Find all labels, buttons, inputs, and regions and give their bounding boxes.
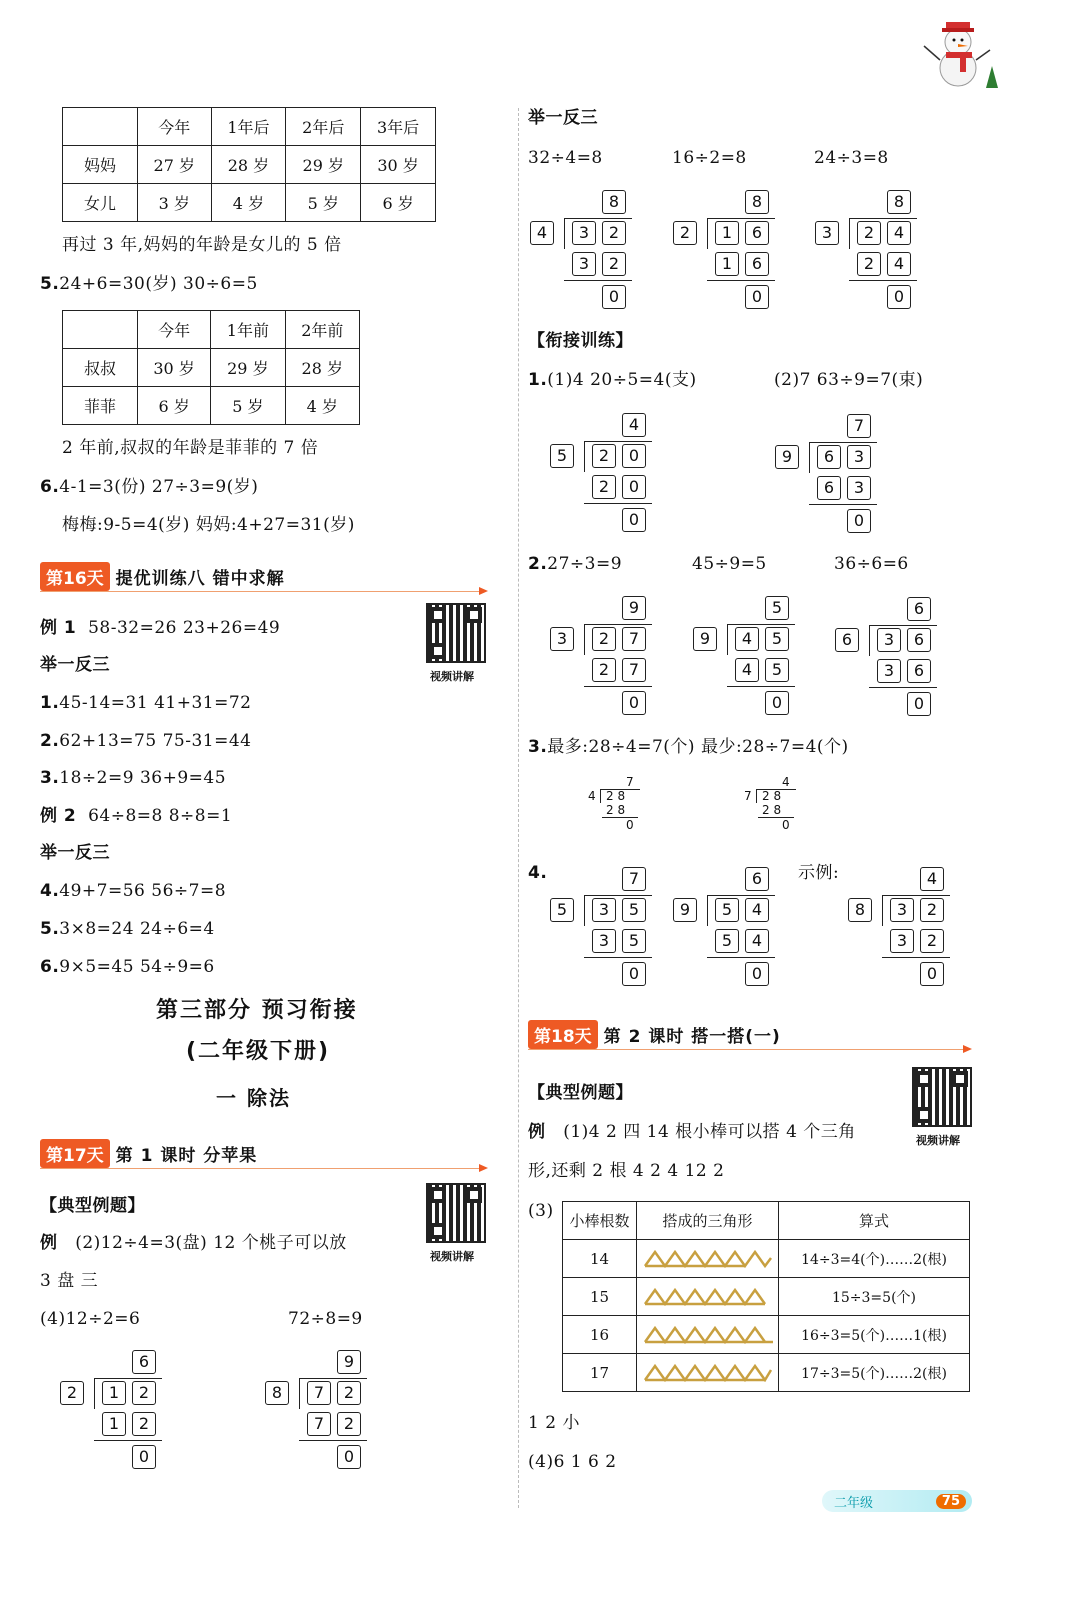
product-box: 3	[877, 659, 901, 683]
example-2: 例 2 64÷8=8 8÷8=1	[40, 806, 233, 826]
product-box: 6	[745, 252, 769, 276]
quotient-box: 7	[622, 867, 646, 891]
division-bar	[299, 1378, 367, 1379]
dividend: 2 8	[762, 789, 782, 803]
day-badge: 第18天	[528, 1020, 598, 1049]
example-line2: 3 盘 三	[40, 1271, 99, 1291]
product-box: 5	[622, 929, 646, 953]
header-underline	[40, 1168, 484, 1169]
bridge-training-heading: 【衔接训练】	[528, 331, 633, 351]
dividend-box: 4	[887, 221, 911, 245]
dividend-box: 2	[592, 627, 616, 651]
dividend-box: 3	[877, 628, 901, 652]
division-bar	[727, 624, 795, 625]
division-bar	[707, 895, 775, 896]
product-box: 2	[857, 252, 881, 276]
quotient-box: 4	[920, 867, 944, 891]
subtract-line	[849, 280, 917, 281]
product: 2 8	[762, 803, 782, 817]
day16-header	[40, 562, 285, 590]
product-box: 0	[622, 475, 646, 499]
subtract-line	[584, 503, 652, 504]
product-box: 6	[817, 476, 841, 500]
product-box: 2	[132, 1412, 156, 1436]
remainder-box: 0	[907, 692, 931, 716]
quotient-box: 5	[765, 596, 789, 620]
division-bar	[94, 1378, 162, 1379]
subtract-line	[94, 1440, 162, 1441]
divisor-box: 5	[550, 444, 574, 468]
divisor-box: 5	[550, 898, 574, 922]
product-box: 4	[887, 252, 911, 276]
division-bar	[707, 218, 775, 219]
subtract-line	[707, 280, 775, 281]
subtract-line	[727, 686, 795, 687]
division-bracket	[600, 789, 601, 803]
example-note: 示例:	[798, 863, 840, 883]
quotient-box: 8	[745, 190, 769, 214]
list-item: 3.18÷2=9 36+9=45	[40, 768, 227, 788]
remainder-box: 0	[622, 508, 646, 532]
quotient-box: 4	[622, 413, 646, 437]
remainder-box: 0	[622, 691, 646, 715]
question-4: (4)6 1 6 2	[528, 1452, 617, 1472]
product-box: 4	[745, 929, 769, 953]
qr-label: 视频讲解	[430, 1250, 474, 1263]
subtract-line	[809, 504, 877, 505]
subtract-line	[882, 957, 950, 958]
remainder-box: 0	[887, 285, 911, 309]
product-box: 4	[735, 658, 759, 682]
dividend-box: 2	[602, 221, 626, 245]
product-box: 2	[337, 1412, 361, 1436]
example-1: 例 1 58-32=26 23+26=49	[40, 618, 281, 638]
stick-triangles-icon	[643, 1364, 773, 1382]
lesson-title: 第 2 课时 搭一搭(一)	[603, 1026, 781, 1047]
age-table-mother: 今年 1年后 2年后 3年后 妈妈 27 岁 28 岁 29 岁 30 岁 女儿 3 岁 4 岁 5 岁 6 岁	[62, 107, 436, 222]
day18-header	[528, 1020, 781, 1048]
divisor-box: 9	[775, 445, 799, 469]
division-bracket	[727, 625, 728, 655]
day17-header	[40, 1139, 257, 1167]
product-box: 2	[920, 929, 944, 953]
division-bracket	[707, 219, 708, 249]
dividend-box: 2	[132, 1381, 156, 1405]
dividend-box: 0	[622, 444, 646, 468]
question-6-line2: 梅梅:9-5=4(岁) 妈妈:4+27=31(岁)	[62, 515, 355, 535]
equation: 24÷3=8	[814, 148, 889, 168]
product-box: 5	[715, 929, 739, 953]
remainder-box: 0	[602, 285, 626, 309]
stick-triangles-icon	[643, 1250, 773, 1268]
practice-heading: 举一反三	[40, 655, 110, 675]
divisor-box: 4	[530, 221, 554, 245]
header-underline	[40, 591, 484, 592]
dividend-box: 4	[735, 627, 759, 651]
dividend-box: 6	[907, 628, 931, 652]
equation: 36÷6=6	[834, 554, 909, 574]
bridge-q2: 2.27÷3=9	[528, 554, 623, 574]
division-bracket	[707, 896, 708, 926]
subtract-line	[584, 957, 652, 958]
list-item: 2.62+13=75 75-31=44	[40, 731, 252, 751]
dividend-box: 7	[622, 627, 646, 651]
practice-heading: 举一反三	[40, 843, 110, 863]
product-box: 2	[592, 475, 616, 499]
quotient-box: 6	[132, 1350, 156, 1374]
subtract-line	[707, 957, 775, 958]
quotient-box: 8	[887, 190, 911, 214]
footer-badge	[822, 1490, 972, 1512]
dividend-box: 3	[890, 898, 914, 922]
equation: 45÷9=5	[692, 554, 767, 574]
dividend-box: 3	[572, 221, 596, 245]
product-box: 1	[715, 252, 739, 276]
product-box: 1	[102, 1412, 126, 1436]
qr-label: 视频讲解	[916, 1134, 960, 1147]
age-table-uncle: 今年 1年前 2年前 叔叔 30 岁 29 岁 28 岁 菲菲 6 岁 5 岁 4 岁	[62, 310, 360, 425]
dividend-box: 2	[337, 1381, 361, 1405]
bridge-q4: 4.	[528, 863, 548, 883]
practice-heading: 举一反三	[528, 108, 598, 128]
subtract-line	[299, 1440, 367, 1441]
product-box: 2	[602, 252, 626, 276]
division-bar	[584, 441, 652, 442]
dividend-box: 2	[592, 444, 616, 468]
product: 2 8	[606, 803, 626, 817]
divisor-box: 9	[693, 627, 717, 651]
triangle-table: 小棒根数 搭成的三角形 算式 14 14÷3=4(个)……2(根) 15 15÷3=5(个) 16 16÷3=5(个)……1(根) 17 17÷3=5(个)……2(根)	[562, 1201, 970, 1392]
quotient-box: 9	[337, 1350, 361, 1374]
product-box: 6	[907, 659, 931, 683]
dividend-box: 2	[857, 221, 881, 245]
bridge-q3: 3.最多:28÷4=7(个) 最少:28÷7=4(个)	[528, 737, 849, 757]
divisor-box: 3	[550, 627, 574, 651]
day-badge: 第17天	[40, 1139, 110, 1168]
divisor-box: 8	[848, 898, 872, 922]
quotient: 7	[626, 775, 634, 789]
division-bracket	[869, 626, 870, 656]
divisor-box: 9	[673, 898, 697, 922]
remainder-box: 0	[132, 1445, 156, 1469]
question-4a: (4)12÷2=6	[40, 1309, 141, 1329]
division-bracket	[809, 443, 810, 473]
division-bracket	[299, 1379, 300, 1409]
remainder-box: 0	[920, 962, 944, 986]
question-6: 6.4-1=3(份) 27÷3=9(岁)	[40, 477, 259, 497]
quotient-box: 7	[847, 414, 871, 438]
list-item: 1.45-14=31 41+31=72	[40, 693, 252, 713]
example: 例 (1)4 2 四 14 根小棒可以搭 4 个三角	[528, 1122, 856, 1142]
division-bracket	[849, 219, 850, 249]
dividend-box: 6	[745, 221, 769, 245]
dividend-box: 2	[920, 898, 944, 922]
list-item: 5.3×8=24 24÷6=4	[40, 919, 215, 939]
remainder-box: 0	[622, 962, 646, 986]
division-bar	[849, 218, 917, 219]
quotient: 4	[782, 775, 790, 789]
subtract-line	[584, 686, 652, 687]
answer-line: 1 2 小	[528, 1413, 580, 1433]
dividend-box: 5	[622, 898, 646, 922]
product-box: 3	[890, 929, 914, 953]
list-item: 6.9×5=45 54÷9=6	[40, 957, 215, 977]
table-label: (3)	[528, 1201, 554, 1221]
subtract-line	[564, 280, 632, 281]
divisor-box: 8	[265, 1381, 289, 1405]
product-box: 2	[592, 658, 616, 682]
remainder: 0	[782, 818, 790, 832]
stick-triangles-icon	[643, 1326, 773, 1344]
snowman-icon	[920, 16, 1000, 92]
dividend-box: 5	[765, 627, 789, 651]
division-bracket	[584, 625, 585, 655]
subtract-line	[869, 687, 937, 688]
division-bar	[584, 895, 652, 896]
remainder-box: 0	[745, 962, 769, 986]
qr-code-icon[interactable]	[912, 1067, 972, 1127]
remainder: 0	[626, 818, 634, 832]
qr-label: 视频讲解	[430, 670, 474, 683]
quotient-box: 9	[622, 596, 646, 620]
bridge-q1b: (2)7 63÷9=7(束)	[774, 370, 924, 390]
division-bracket	[584, 896, 585, 926]
stick-triangles-icon	[643, 1288, 773, 1306]
division-bar	[869, 625, 937, 626]
part-subtitle: (二年级下册)	[186, 1039, 331, 1064]
question-5: 5.24+6=30(岁) 30÷6=5	[40, 274, 258, 294]
column-divider	[518, 108, 519, 1508]
grade-label: 二年级	[834, 1495, 874, 1511]
product-box: 3	[847, 476, 871, 500]
answer-line: 2 年前,叔叔的年龄是菲菲的 7 倍	[62, 438, 319, 458]
division-bracket	[882, 896, 883, 926]
list-item: 4.49+7=56 56÷7=8	[40, 881, 227, 901]
qr-code-icon[interactable]	[426, 1183, 486, 1243]
product-box: 3	[592, 929, 616, 953]
dividend-box: 6	[817, 445, 841, 469]
division-bar	[882, 895, 950, 896]
dividend-box: 5	[715, 898, 739, 922]
remainder-box: 0	[745, 285, 769, 309]
division-bar	[584, 624, 652, 625]
dividend-box: 3	[847, 445, 871, 469]
divisor: 7	[744, 789, 752, 803]
header-underline	[528, 1049, 968, 1050]
answer-line: 再过 3 年,妈妈的年龄是女儿的 5 倍	[62, 235, 342, 255]
dividend-box: 7	[307, 1381, 331, 1405]
example: 例 (2)12÷4=3(盘) 12 个桃子可以放	[40, 1233, 347, 1253]
divisor-box: 3	[815, 221, 839, 245]
remainder-box: 0	[765, 691, 789, 715]
quotient-box: 8	[602, 190, 626, 214]
product-box: 5	[765, 658, 789, 682]
equation: 32÷4=8	[528, 148, 603, 168]
division-bar	[809, 442, 877, 443]
lesson-title: 第 1 课时 分苹果	[115, 1145, 258, 1166]
qr-code-icon[interactable]	[426, 603, 486, 663]
example-heading: 【典型例题】	[40, 1196, 145, 1216]
division-bracket	[756, 789, 757, 803]
product-box: 7	[307, 1412, 331, 1436]
bridge-q1: 1.(1)4 20÷5=4(支)	[528, 370, 697, 390]
dividend-box: 3	[592, 898, 616, 922]
remainder-box: 0	[337, 1445, 361, 1469]
quotient-box: 6	[745, 867, 769, 891]
unit-title: 一 除法	[216, 1086, 291, 1110]
question-4b: 72÷8=9	[288, 1309, 363, 1329]
divisor: 4	[588, 789, 596, 803]
dividend-box: 4	[745, 898, 769, 922]
divisor-box: 2	[60, 1381, 84, 1405]
example-heading: 【典型例题】	[528, 1083, 633, 1103]
division-bracket	[564, 219, 565, 249]
dividend: 2 8	[606, 789, 626, 803]
division-bar	[564, 218, 632, 219]
division-bracket	[584, 442, 585, 472]
quotient-box: 6	[907, 597, 931, 621]
dividend-box: 1	[715, 221, 739, 245]
divisor-box: 6	[835, 628, 859, 652]
equation: 16÷2=8	[672, 148, 747, 168]
product-box: 3	[572, 252, 596, 276]
page-number: 75	[936, 1494, 966, 1509]
lesson-title: 提优训练八 错中求解	[115, 568, 285, 589]
divisor-box: 2	[673, 221, 697, 245]
product-box: 7	[622, 658, 646, 682]
remainder-box: 0	[847, 509, 871, 533]
day-badge: 第16天	[40, 562, 110, 591]
part-title: 第三部分 预习衔接	[156, 998, 358, 1023]
dividend-box: 1	[102, 1381, 126, 1405]
division-bracket	[94, 1379, 95, 1409]
example-line2: 形,还剩 2 根 4 2 4 12 2	[528, 1161, 725, 1181]
